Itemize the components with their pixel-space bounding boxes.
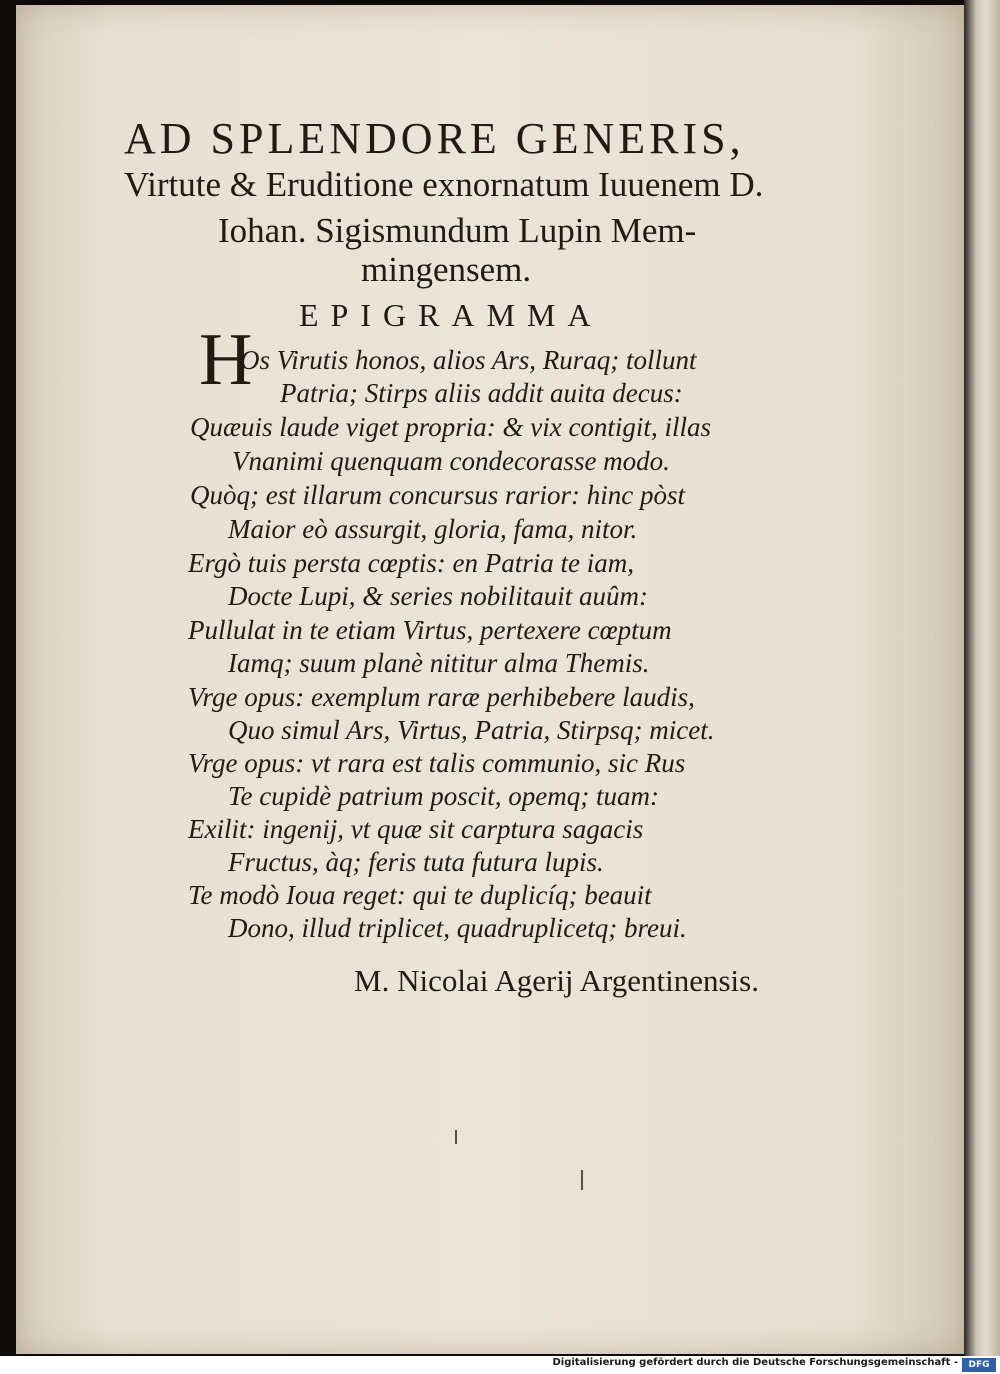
verse-line-8: Docte Lupi, & series nobilitauit auûm: [228, 581, 648, 611]
verse-line-13: Vrge opus: vt rara est talis communio, sic Rus [188, 748, 686, 778]
verse-line-14: Te cupidè patrium poscit, opemq; tuam: [228, 781, 659, 811]
verse-line-1: Os Virutis honos, alios Ars, Ruraq; tollunt [240, 345, 697, 375]
verse-line-15: Exilit: ingenij, vt quæ sit carptura sagacis [188, 814, 644, 844]
verse-line-7: Ergò tuis persta cœptis: en Patria te iam, [188, 548, 634, 578]
verse-line-18: Dono, illud triplicet, quadruplicetq; breui. [228, 913, 687, 943]
page-text [16, 5, 966, 1354]
footer-credit: Digitalisierung gefördert durch die Deutsche Forschungsgemeinschaft - [552, 1357, 958, 1368]
verse-line-17: Te modò Ioua reget: qui te duplicíq; beauit [188, 880, 652, 910]
footer-bar [0, 1356, 1000, 1374]
ink-mark [455, 1130, 457, 1144]
title-line-1: AD SPLENDORE GENERIS, [124, 114, 745, 163]
title-line-4: mingensem. [361, 250, 532, 289]
page-edge [964, 0, 1000, 1356]
verse-line-2: Patria; Stirps aliis addit auita decus: [280, 378, 683, 408]
verse-line-12: Quo simul Ars, Virtus, Patria, Stirpsq; micet. [228, 715, 715, 745]
verse-line-6: Maior eò assurgit, gloria, fama, nitor. [228, 514, 638, 544]
verse-line-5: Quòq; est illarum concursus rarior: hinc pòst [190, 480, 685, 510]
verse-line-4: Vnanimi quenquam condecorasse modo. [232, 446, 670, 476]
ink-mark [581, 1170, 583, 1190]
verse-line-16: Fructus, àq; feris tuta futura lupis. [228, 847, 604, 877]
title-line-2: Virtute & Eruditione exnornatum Iuuenem D. [124, 165, 764, 204]
dfg-logo-icon: DFG [962, 1358, 996, 1372]
title-line-3: Iohan. Sigismundum Lupin Mem- [218, 211, 697, 250]
verse-line-10: Iamq; suum planè nititur alma Themis. [228, 648, 650, 678]
drop-initial: H [199, 319, 253, 401]
book-page [16, 5, 966, 1354]
verse-line-9: Pullulat in te etiam Virtus, pertexere cœptum [188, 615, 672, 645]
verse-line-11: Vrge opus: exemplum raræ perhibebere laudis, [188, 682, 695, 712]
epigram-heading: EPIGRAMMA [299, 297, 603, 333]
verse-line-3: Quæuis laude viget propria: & vix contigit, illas [190, 412, 711, 442]
signature: M. Nicolai Agerij Argentinensis. [354, 963, 759, 998]
